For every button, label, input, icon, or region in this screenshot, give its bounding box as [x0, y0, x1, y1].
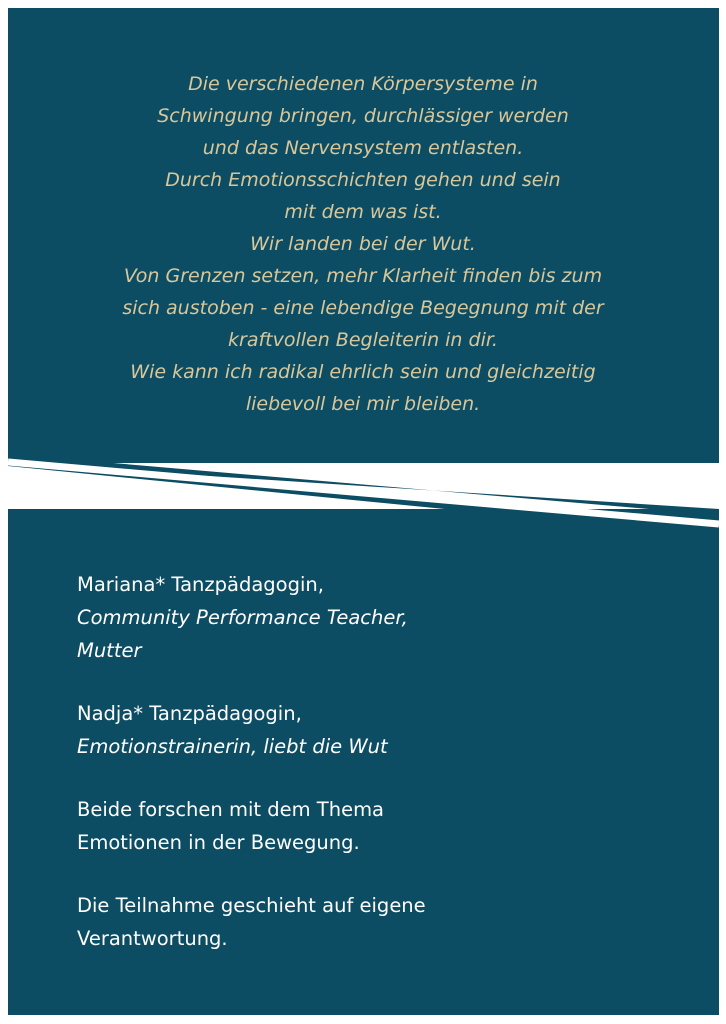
intro-line: und das Nervensystem entlasten.	[202, 137, 524, 159]
mariana-bio	[77, 568, 677, 667]
disclaimer	[77, 889, 677, 955]
divider-line	[8, 462, 719, 524]
intro-line: kraftvollen Begleiterin in dir.	[228, 329, 498, 351]
research-note	[77, 793, 677, 859]
intro-line: Von Grenzen setzen, mehr Klarheit finden bis zum	[123, 265, 603, 287]
spacer	[77, 763, 677, 793]
research-line: Emotionen in der Bewegung.	[77, 831, 360, 854]
disclaimer-line: Verantwortung.	[77, 927, 228, 950]
intro-line: Wie kann ich radikal ehrlich sein und gleichzeitig	[130, 361, 596, 383]
mariana-name-role: Mariana* Tanzpädagogin,	[77, 573, 324, 596]
intro-line: Durch Emotionsschichten gehen und sein	[165, 169, 561, 191]
bios-section	[77, 568, 677, 955]
nadja-role-2: Emotionstrainerin, liebt die Wut	[77, 735, 388, 758]
divider-fill-top	[8, 454, 719, 515]
research-line: Beide forschen mit dem Thema	[77, 798, 385, 821]
mariana-role-3: Mutter	[77, 639, 142, 662]
spacer	[77, 667, 677, 697]
intro-text	[40, 68, 686, 420]
disclaimer-line: Die Teilnahme geschieht auf eigene	[77, 894, 426, 917]
intro-line: Wir landen bei der Wut.	[250, 233, 476, 255]
spacer	[77, 859, 677, 889]
intro-line: mit dem was ist.	[284, 201, 442, 223]
mariana-role-2: Community Performance Teacher,	[77, 606, 408, 629]
intro-line: Die verschiedenen Körpersysteme in	[188, 73, 538, 95]
nadja-bio	[77, 697, 677, 763]
nadja-name-role: Nadja* Tanzpädagogin,	[77, 702, 302, 725]
intro-line: sich austoben - eine lebendige Begegnung mit der	[122, 297, 604, 319]
intro-line: liebevoll bei mir bleiben.	[245, 393, 481, 415]
intro-line: Schwingung bringen, durchlässiger werden	[157, 105, 569, 127]
